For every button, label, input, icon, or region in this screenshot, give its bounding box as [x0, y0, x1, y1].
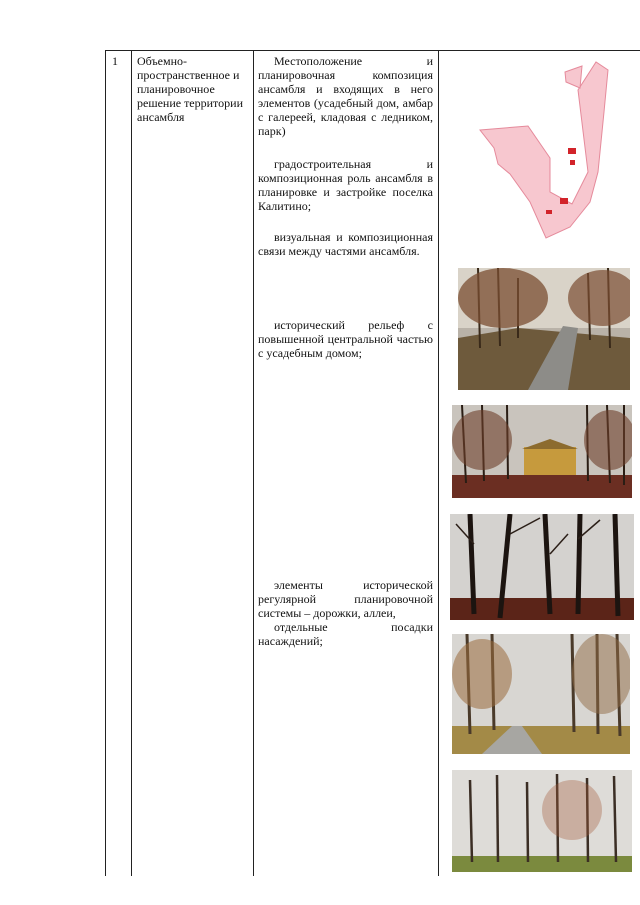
- description-relief: исторический рельеф с повышенной центральной частью с усадебным домом;: [258, 318, 433, 360]
- description-plantings: отдельные посадки насаждений;: [258, 620, 433, 648]
- photo-plantings: [452, 770, 632, 872]
- description-planning-system: элементы исторической регулярной планировочной системы – дорожки, аллеи,: [258, 578, 433, 620]
- photo-manor-house: [452, 405, 632, 498]
- column-divider-1: [131, 50, 132, 876]
- photo-park-path: [452, 634, 630, 754]
- column-divider-3: [438, 50, 439, 876]
- photo-alley-trees: [450, 514, 634, 620]
- description-location: Местоположение и планировочная композиция ансамбля и входящих в него элементов (усадебный дом, амбар с галереей, кладовая с ледником, парк): [258, 54, 433, 138]
- photo-road-alley: [458, 268, 630, 390]
- description-visual-links: визуальная и композиционная связи между частями ансамбля.: [258, 230, 433, 258]
- column-divider-left: [105, 50, 106, 876]
- description-urban-role: градостроительная и композиционная роль ансамбля в планировке и застройке поселка Калитино;: [258, 157, 433, 213]
- column-divider-2: [253, 50, 254, 876]
- site-plan-map: [470, 52, 640, 242]
- row-subject: Объемно-пространственное и планировочное решение территории ансамбля: [137, 54, 243, 124]
- table-top-border: [105, 50, 640, 51]
- row-number: 1: [112, 54, 118, 68]
